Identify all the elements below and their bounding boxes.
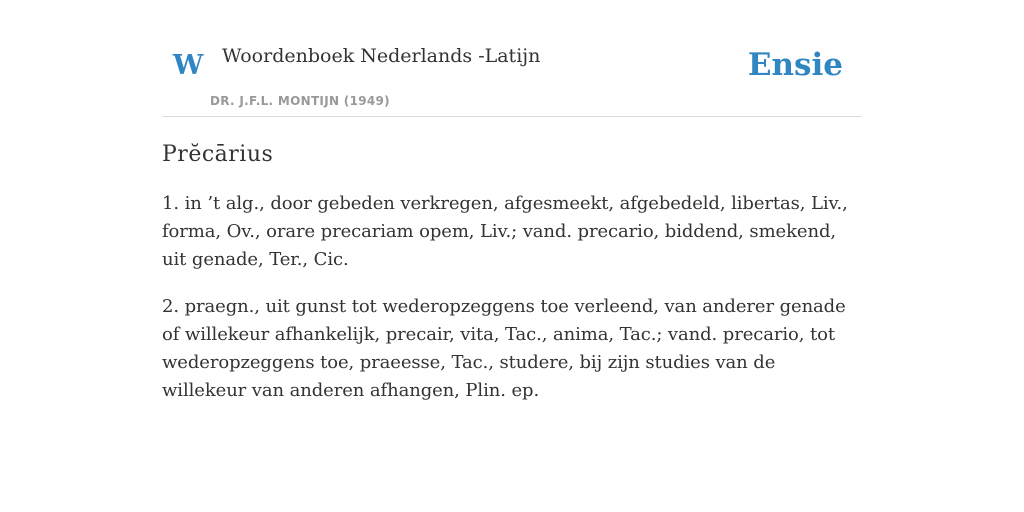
definition-1: 1. in ’t alg., door gebeden verkregen, afgesmeekt, afgebedeld, libertas, Liv., forma, Ov., orare precariam opem, Liv.; vand. precario, biddend, smekend, uit genade, Ter., Cic. bbox=[162, 193, 848, 270]
entry-headword: Prĕcārius bbox=[162, 142, 274, 167]
dictionary-logo[interactable]: W bbox=[173, 50, 204, 81]
entry-content bbox=[162, 138, 862, 424]
definition-2: 2. praegn., uit gunst tot wederopzeggens toe verleend, van anderer genade of willekeur afhankelijk, precair, vita, Tac., anima, Tac.; vand. precario, tot wederopzeggens toe, praeesse, Tac., studere, bij zijn studies van de willekeur van anderen afhangen, Plin. ep. bbox=[162, 296, 846, 401]
dictionary-author: DR. J.F.L. MONTIJN (1949) bbox=[210, 94, 390, 108]
ensie-logo-link[interactable]: Ensie bbox=[747, 47, 843, 83]
dictionary-header bbox=[162, 0, 862, 117]
dictionary-title[interactable]: Woordenboek Nederlands -Latijn bbox=[222, 45, 541, 67]
